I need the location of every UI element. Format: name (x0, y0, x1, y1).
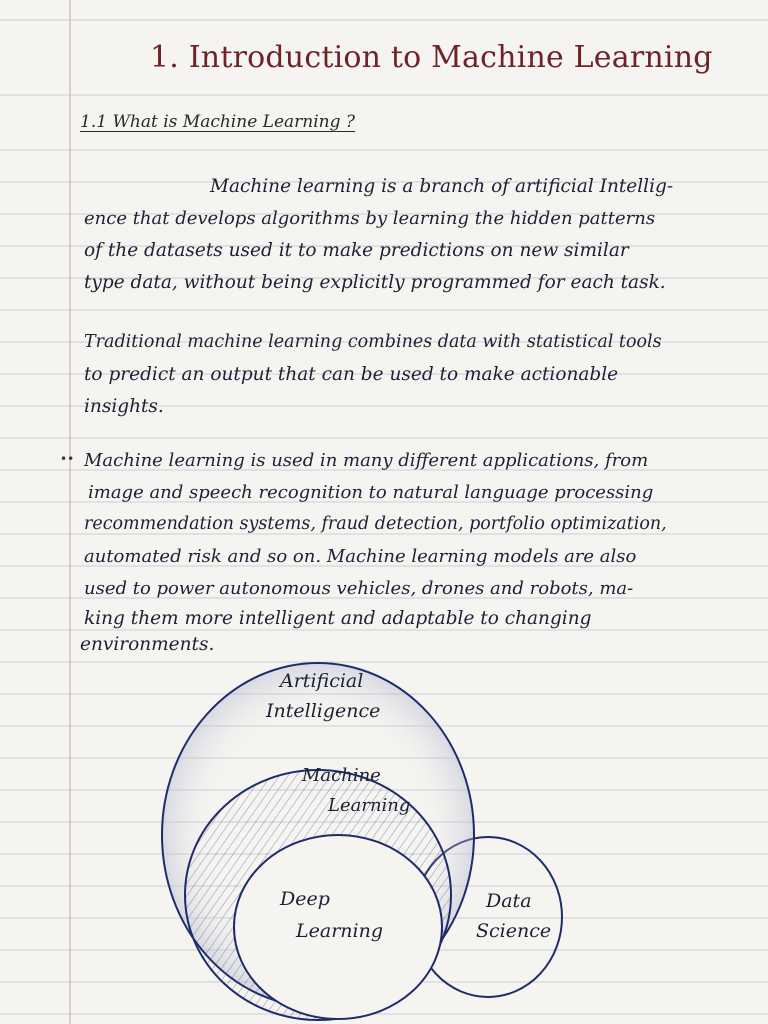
paragraph-2-line-1: Traditional machine learning combines data with statistical tools (84, 332, 662, 352)
ai-label-line-2: Intelligence (266, 700, 381, 722)
ds-label-line-2: Science (476, 920, 552, 942)
dl-label-line-2: Learning (296, 920, 383, 942)
ml-label-line-2: Learning (328, 795, 411, 816)
paragraph-3-line-3: recommendation systems, fraud detection, portfolio optimization, (84, 514, 667, 534)
ml-label-line-1: Machine (302, 765, 381, 786)
dl-label-line-1: Deep (280, 888, 330, 910)
ai-label-line-1: Artificial (280, 670, 364, 692)
paragraph-2-line-3: insights. (84, 396, 164, 417)
paragraph-3-line-5: used to power autonomous vehicles, drones and robots, ma- (84, 578, 634, 599)
section-heading: 1.1 What is Machine Learning ? (80, 112, 356, 132)
ds-label-line-1: Data (486, 890, 532, 912)
paragraph-3-line-7: environments. (80, 634, 215, 655)
paragraph-3-line-6: king them more intelligent and adaptable to changing (84, 608, 592, 629)
paragraph-2-line-2: to predict an output that can be used to make actionable (84, 364, 619, 385)
paragraph-3-line-4: automated risk and so on. Machine learning models are also (84, 546, 637, 567)
paragraph-1-line-1: Machine learning is a branch of artificial Intellig- (210, 176, 674, 197)
paragraph-3-line-2: image and speech recognition to natural language processing (88, 482, 654, 503)
paragraph-1-line-3: of the datasets used it to make predictions on new similar (84, 240, 629, 261)
paragraph-3-line-1: Machine learning is used in many different applications, from (84, 450, 649, 471)
bullet-mark: •• (60, 452, 75, 466)
page-title: 1. Introduction to Machine Learning (150, 40, 713, 75)
paragraph-1-line-2: ence that develops algorithms by learning the hidden patterns (84, 208, 656, 229)
ai-ml-dl-diagram (150, 655, 580, 1024)
paragraph-1-line-4: type data, without being explicitly programmed for each task. (84, 272, 666, 293)
